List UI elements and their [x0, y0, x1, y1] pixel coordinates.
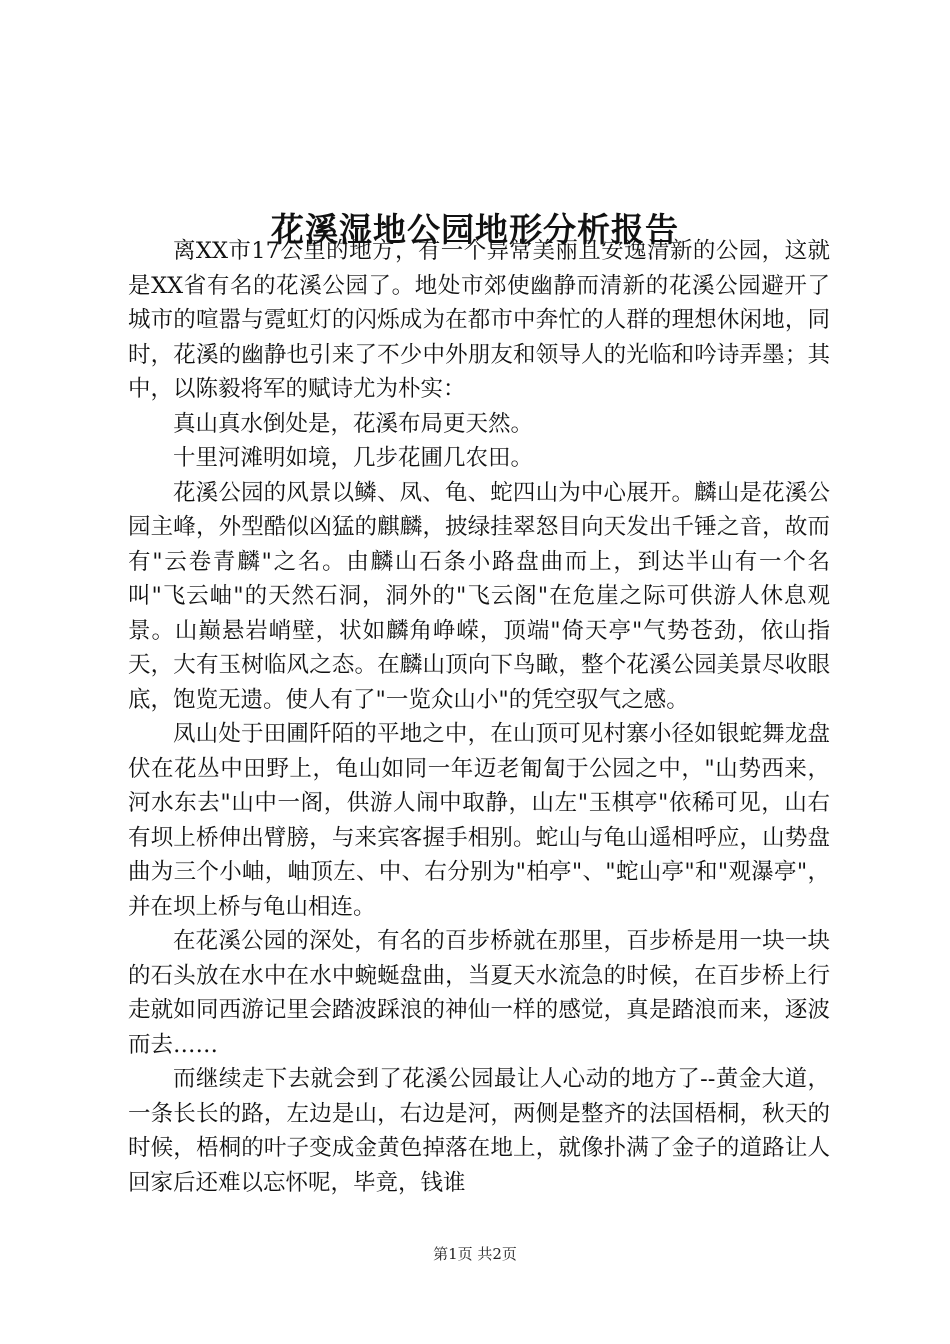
page-footer: 第1页 共2页 [433, 1245, 517, 1263]
poem-line-2: 十里河滩明如境，几步花圃几农田。 [173, 445, 534, 471]
paragraph-feng-mountain: 凤山处于田圃阡陌的平地之中，在山顶可见村寨小径如银蛇舞龙盘伏在花丛中田野上，龟山如同一年迈老匍匐于公园之中，"山势西来，河水东去"山中一阁，供游人闹中取静，山左"玉棋亭"依稀可见，山右有坝上桥伸出臂膀，与来宾客握手相别。蛇山与龟山遥相呼应，山势盘曲为三个小岫，岫顶左、中、右分别为"柏亭"、"蛇山亭"和"观瀑亭"，并在坝上桥与龟山相连。 [128, 721, 830, 920]
poem-line-1: 真山真水倒处是，花溪布局更天然。 [173, 410, 534, 437]
paragraph-intro: 离XX市17公里的地方，有一个异常美丽且安逸清新的公园，这就是XX省有名的花溪公园了。地处市郊使幽静而清新的花溪公园避开了城市的喧嚣与霓虹灯的闪烁成为在都市中奔忙的人群的理想休闲地，同时，花溪的幽静也引来了不少中外朋友和领导人的光临和吟诗弄墨；其中，以陈毅将军的赋诗尤为朴实： [128, 238, 830, 402]
document-body [128, 234, 830, 1200]
document-title: 花溪湿地公园地形分析报告 [271, 210, 679, 250]
paragraph-lin-mountain: 花溪公园的风景以鳞、凤、龟、蛇四山为中心展开。麟山是花溪公园主峰，外型酷似凶猛的麒麟，披绿挂翠怒目向天发出千锤之音，故而有"云卷青麟"之名。由麟山石条小路盘曲而上，到达半山有一个名叫"飞云岫"的天然石洞，洞外的"飞云阁"在危崖之际可供游人休息观景。山巅悬岩峭壁，状如麟角峥嵘，顶端"倚天亭"气势苍劲，依山指天，大有玉树临风之态。在麟山顶向下鸟瞰，整个花溪公园美景尽收眼底，饱览无遗。使人有了"一览众山小"的凭空驭气之感。 [128, 479, 830, 713]
paragraph-baibu-bridge: 在花溪公园的深处，有名的百步桥就在那里，百步桥是用一块一块的石头放在水中在水中蜿蜒盘曲，当夏天水流急的时候，在百步桥上行走就如同西游记里会踏波踩浪的神仙一样的感觉，真是踏浪而来，逐波而去…… [128, 928, 830, 1058]
paragraph-golden-avenue: 而继续走下去就会到了花溪公园最让人心动的地方了--黄金大道，一条长长的路，左边是山，右边是河，两侧是整齐的法国梧桐，秋天的时候，梧桐的叶子变成金黄色掉落在地上，就像扑满了金子的道路让人回家后还难以忘怀呢，毕竟，钱谁 [128, 1066, 830, 1196]
